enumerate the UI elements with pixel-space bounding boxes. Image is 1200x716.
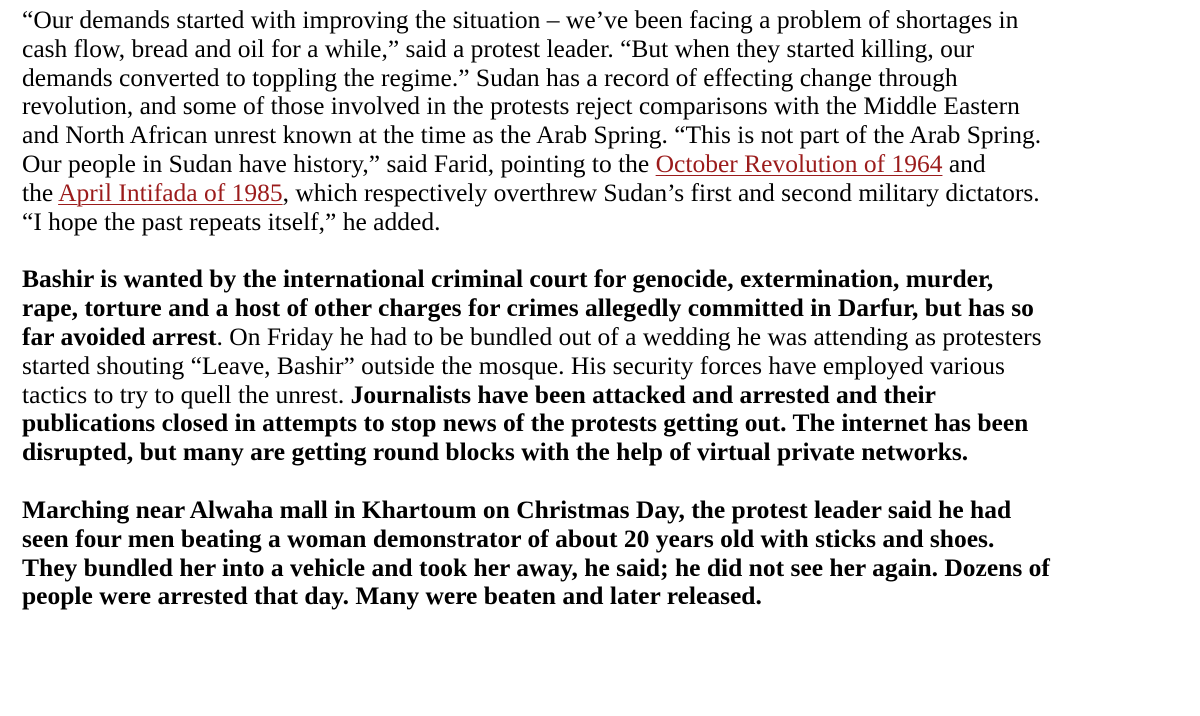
text-line (22, 6, 1192, 35)
text-segment: revolution, and some of those involved in the protests reject comparisons with the Middle Eastern (22, 91, 1020, 121)
text-line (22, 554, 1192, 583)
text-line (22, 496, 1192, 525)
text-line (22, 381, 1192, 410)
bold-text-segment: seen four men beating a woman demonstrator of about 20 years old with sticks and shoes. (22, 523, 995, 553)
bold-text-segment: They bundled her into a vehicle and took her away, he said; he did not see her again. Dozens of (22, 552, 1050, 582)
bold-text-segment: rape, torture and a host of other charges for crimes allegedly committed in Darfur, but has so (22, 293, 1034, 323)
text-line (22, 525, 1192, 554)
article-body (22, 6, 1192, 640)
text-segment: started shouting “Leave, Bashir” outside the mosque. His security forces have employed various (22, 350, 1005, 380)
text-line (22, 92, 1192, 121)
bold-text-segment: far avoided arrest (22, 321, 217, 351)
bold-text-segment: Marching near Alwaha mall in Khartoum on Christmas Day, the protest leader said he had (22, 494, 1012, 524)
text-line (22, 64, 1192, 93)
text-segment: . On Friday he had to be bundled out of a wedding he was attending as protesters (216, 321, 1042, 351)
text-segment: cash flow, bread and oil for a while,” said a protest leader. “But when they started killing, our (22, 33, 975, 63)
text-line (22, 294, 1192, 323)
article-link[interactable]: October Revolution of 1964 (655, 148, 943, 178)
text-segment: “Our demands started with improving the situation – we’ve been facing a problem of shortages in (22, 5, 1019, 34)
text-line (22, 121, 1192, 150)
article-paragraph (22, 265, 1192, 467)
text-line (22, 409, 1192, 438)
text-segment: tactics to try to quell the unrest. (22, 379, 351, 409)
text-line (22, 150, 1192, 179)
text-segment: the (22, 177, 59, 207)
bold-text-segment: publications closed in attempts to stop news of the protests getting out. The internet has been (22, 408, 1029, 438)
text-line (22, 323, 1192, 352)
text-line (22, 265, 1192, 294)
text-segment: and (942, 148, 986, 178)
text-line (22, 179, 1192, 208)
bold-text-segment: disrupted, but many are getting round blocks with the help of virtual private networks. (22, 437, 969, 467)
text-segment: Our people in Sudan have history,” said Farid, pointing to the (22, 148, 656, 178)
text-line (22, 582, 1192, 611)
text-line (22, 438, 1192, 467)
article-link[interactable]: April Intifada of 1985 (58, 177, 283, 207)
text-segment: “I hope the past repeats itself,” he added. (22, 206, 441, 236)
bold-text-segment: people were arrested that day. Many were beaten and later released. (22, 581, 762, 611)
bold-text-segment: Bashir is wanted by the international criminal court for genocide, extermination, murder, (22, 264, 994, 294)
text-segment: , which respectively overthrew Sudan’s first and second military dictators. (282, 177, 1040, 207)
text-line (22, 35, 1192, 64)
article-paragraph (22, 496, 1192, 611)
article-paragraph (22, 6, 1192, 236)
text-segment: demands converted to toppling the regime.” Sudan has a record of effecting change through (22, 62, 958, 92)
text-segment: and North African unrest known at the time as the Arab Spring. “This is not part of the Arab Spring. (22, 120, 1042, 150)
text-line (22, 208, 1192, 237)
text-line (22, 352, 1192, 381)
bold-text-segment: Journalists have been attacked and arrested and their (350, 379, 936, 409)
